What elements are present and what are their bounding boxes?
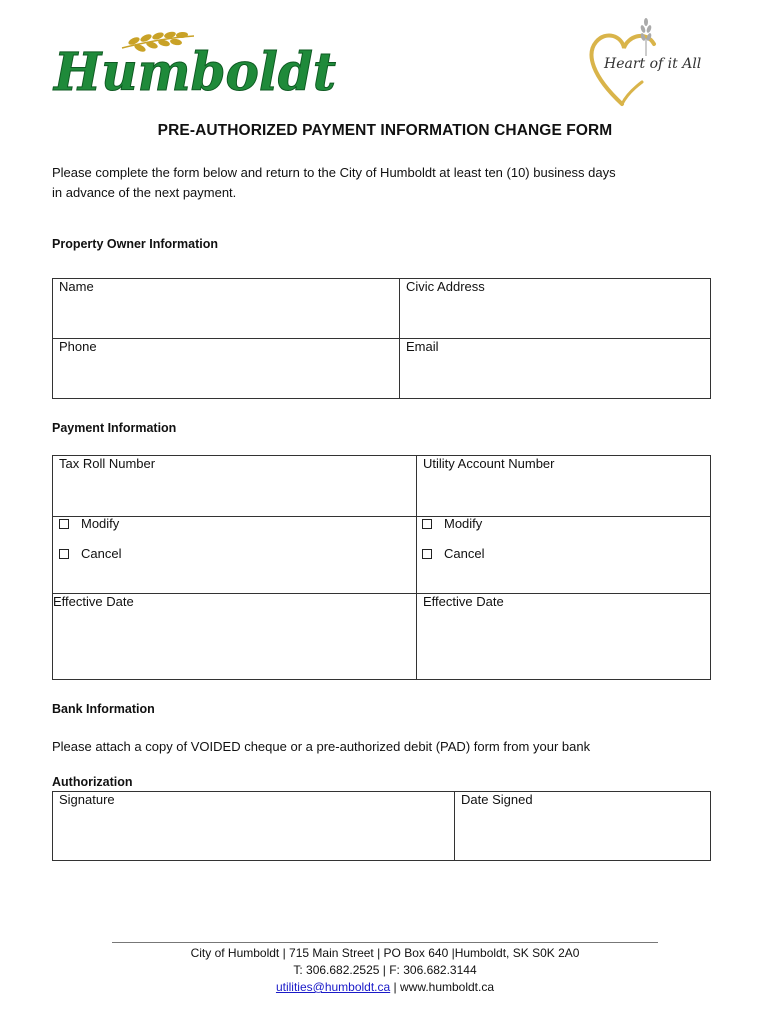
civic-address-label: Civic Address (406, 279, 485, 294)
civic-address-field[interactable] (400, 279, 710, 338)
tax-roll-number-label: Tax Roll Number (59, 456, 156, 471)
phone-label: Phone (59, 339, 97, 354)
payment-info-heading: Payment Information (52, 421, 177, 435)
utility-cancel-option[interactable] (422, 546, 484, 561)
property-owner-table (52, 278, 711, 399)
heart-slogan-text: Heart of it All (604, 56, 702, 72)
utility-account-number-field[interactable] (417, 456, 710, 516)
humboldt-logo (52, 26, 342, 98)
date-signed-label: Date Signed (461, 792, 533, 807)
footer-address: City of Humboldt | 715 Main Street | PO Box 640 |Humboldt, SK S0K 2A0 (190, 946, 580, 960)
email-field[interactable] (400, 339, 710, 398)
tax-modify-option[interactable] (59, 516, 119, 531)
intro-line-2: in advance of the next payment. (52, 185, 237, 200)
utility-cancel-checkbox[interactable] (422, 549, 432, 559)
authorization-table (52, 791, 711, 861)
table-divider (53, 516, 710, 517)
tax-modify-checkbox[interactable] (59, 519, 69, 529)
footer-separator: | (390, 980, 400, 994)
tax-cancel-option[interactable] (59, 546, 121, 561)
intro-text (52, 163, 672, 203)
tax-modify-label: Modify (81, 516, 120, 531)
intro-line-1: Please complete the form below and return to the City of Humboldt at least ten (10) business days (52, 165, 616, 180)
form-title: PRE-AUTHORIZED PAYMENT INFORMATION CHANGE FORM (157, 122, 613, 139)
bank-info-heading: Bank Information (52, 702, 155, 716)
tax-cancel-label: Cancel (81, 546, 122, 561)
heart-of-it-all-logo (582, 16, 707, 108)
tax-effective-date-field[interactable] (53, 594, 416, 679)
name-label: Name (59, 279, 94, 294)
utility-modify-option[interactable] (422, 516, 482, 531)
utility-modify-label: Modify (444, 516, 483, 531)
utility-account-number-label: Utility Account Number (423, 456, 555, 471)
name-field[interactable] (53, 279, 399, 338)
authorization-heading: Authorization (52, 775, 133, 789)
property-owner-heading: Property Owner Information (52, 237, 218, 251)
phone-field[interactable] (53, 339, 399, 398)
footer-phone-fax: T: 306.682.2525 | F: 306.682.3144 (293, 963, 477, 977)
email-label: Email (406, 339, 439, 354)
footer-contact (0, 979, 770, 996)
tax-roll-number-field[interactable] (53, 456, 416, 516)
utility-effective-date-field[interactable] (417, 594, 710, 679)
tax-cancel-checkbox[interactable] (59, 549, 69, 559)
footer-divider (112, 942, 658, 943)
utility-cancel-label: Cancel (444, 546, 485, 561)
signature-label: Signature (59, 792, 115, 807)
payment-info-table (52, 455, 711, 680)
utility-modify-checkbox[interactable] (422, 519, 432, 529)
signature-field[interactable] (53, 792, 454, 860)
date-signed-field[interactable] (455, 792, 710, 860)
humboldt-logo-text: Humboldt (52, 42, 336, 98)
tax-effective-date-label: Effective Date (53, 594, 134, 609)
bank-instruction: Please attach a copy of VOIDED cheque or a pre-authorized debit (PAD) form from your bank (52, 739, 591, 754)
utility-effective-date-label: Effective Date (423, 594, 504, 609)
footer-website: www.humboldt.ca (399, 980, 495, 994)
footer-email-link[interactable]: utilities@humboldt.ca (275, 980, 391, 994)
